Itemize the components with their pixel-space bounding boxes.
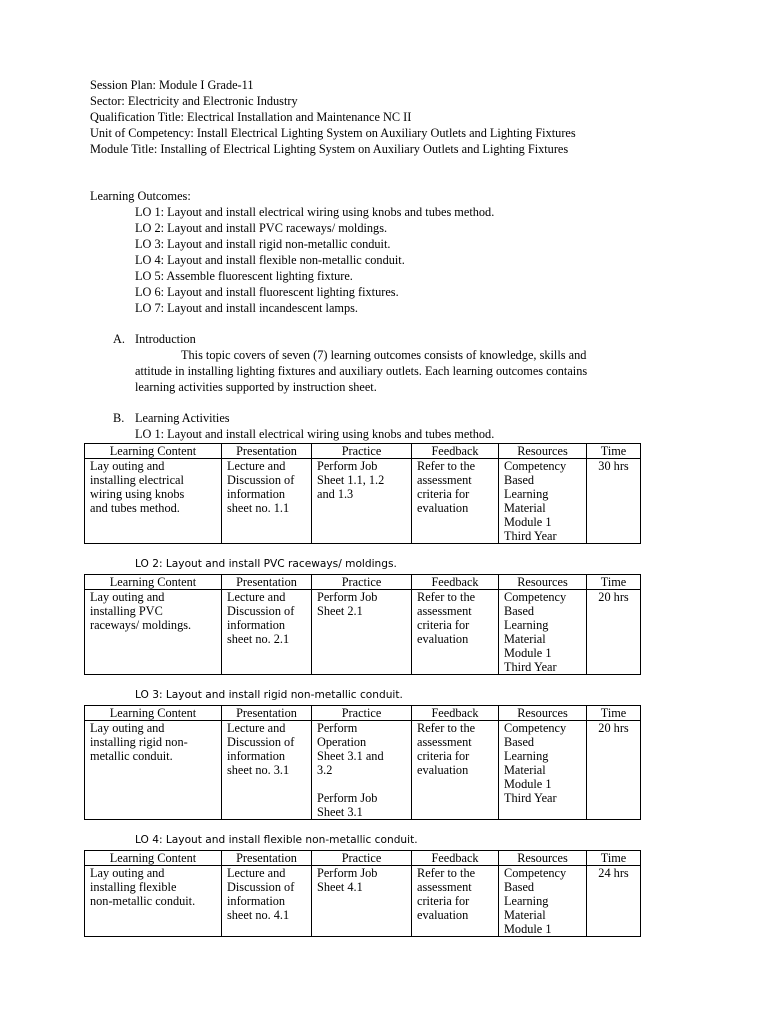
col-feedback: Feedback	[412, 444, 499, 459]
cell-feedback: Refer to the assessment criteria for evaluation	[412, 459, 499, 544]
col-presentation: Presentation	[222, 706, 312, 721]
introduction-heading: Introduction	[135, 332, 196, 346]
cell-content: Lay outing and installing rigid non- metallic conduit.	[85, 721, 222, 820]
cell-resources: Competency Based Learning Material Module 1 Third Year	[499, 590, 587, 675]
cell-feedback: Refer to the assessment criteria for evaluation	[412, 721, 499, 820]
col-time: Time	[587, 851, 641, 866]
col-resources: Resources	[499, 851, 587, 866]
outcome-item: LO 5: Assemble fluorescent lighting fixture.	[135, 269, 353, 283]
cell-content: Lay outing and installing electrical wiring using knobs and tubes method.	[85, 459, 222, 544]
qualification-line: Qualification Title: Electrical Installation and Maintenance NC II	[90, 110, 412, 124]
session-plan-title: Session Plan: Module I Grade-11	[90, 78, 254, 92]
cell-presentation: Lecture and Discussion of information sheet no. 4.1	[222, 866, 312, 937]
cell-practice: Perform Operation Sheet 3.1 and 3.2 Perform Job Sheet 3.1	[312, 721, 412, 820]
lo3-title: LO 3: Layout and install rigid non-metallic conduit.	[135, 689, 403, 701]
col-learning-content: Learning Content	[85, 444, 222, 459]
cell-practice: Perform Job Sheet 4.1	[312, 866, 412, 937]
col-presentation: Presentation	[222, 575, 312, 590]
outcome-item: LO 1: Layout and install electrical wiring using knobs and tubes method.	[135, 205, 495, 219]
col-practice: Practice	[312, 851, 412, 866]
col-feedback: Feedback	[412, 851, 499, 866]
col-practice: Practice	[312, 444, 412, 459]
cell-resources: Competency Based Learning Material Module 1 Third Year	[499, 721, 587, 820]
col-time: Time	[587, 444, 641, 459]
cell-presentation: Lecture and Discussion of information sheet no. 2.1	[222, 590, 312, 675]
introduction-text-line: This topic covers of seven (7) learning outcomes consists of knowledge, skills and	[181, 348, 587, 362]
module-line: Module Title: Installing of Electrical Lighting System on Auxiliary Outlets and Lighting Fixtures	[90, 142, 569, 156]
col-feedback: Feedback	[412, 706, 499, 721]
col-presentation: Presentation	[222, 444, 312, 459]
activities-heading: Learning Activities	[135, 411, 230, 425]
col-time: Time	[587, 575, 641, 590]
introduction-text-line: attitude in installing lighting fixtures and auxiliary outlets. Each learning outcomes contains	[135, 364, 588, 378]
col-resources: Resources	[499, 706, 587, 721]
table-row	[85, 721, 641, 820]
col-time: Time	[587, 706, 641, 721]
lo4-title: LO 4: Layout and install flexible non-metallic conduit.	[135, 834, 418, 846]
lo2-table	[84, 574, 641, 675]
activities-marker: B.	[113, 411, 125, 425]
sector-line: Sector: Electricity and Electronic Industry	[90, 94, 298, 108]
col-learning-content: Learning Content	[85, 851, 222, 866]
col-feedback: Feedback	[412, 575, 499, 590]
cell-resources: Competency Based Learning Material Module 1 Third Year	[499, 459, 587, 544]
cell-presentation: Lecture and Discussion of information sheet no. 3.1	[222, 721, 312, 820]
outcome-item: LO 7: Layout and install incandescent lamps.	[135, 301, 358, 315]
cell-presentation: Lecture and Discussion of information sheet no. 1.1	[222, 459, 312, 544]
lo1-title: LO 1: Layout and install electrical wiring using knobs and tubes method.	[135, 427, 495, 441]
learning-outcomes-heading: Learning Outcomes:	[90, 189, 191, 203]
lo4-table	[84, 850, 641, 937]
cell-time: 20 hrs	[587, 721, 641, 820]
col-learning-content: Learning Content	[85, 706, 222, 721]
cell-feedback: Refer to the assessment criteria for evaluation	[412, 866, 499, 937]
outcome-item: LO 6: Layout and install fluorescent lighting fixtures.	[135, 285, 399, 299]
cell-practice: Perform Job Sheet 2.1	[312, 590, 412, 675]
table-row	[85, 866, 641, 937]
introduction-text-line: learning activities supported by instruction sheet.	[135, 380, 377, 394]
outcome-item: LO 2: Layout and install PVC raceways/ moldings.	[135, 221, 388, 235]
lo3-table	[84, 705, 641, 820]
col-resources: Resources	[499, 575, 587, 590]
col-presentation: Presentation	[222, 851, 312, 866]
cell-content: Lay outing and installing flexible non-metallic conduit.	[85, 866, 222, 937]
lo1-table	[84, 443, 641, 544]
outcome-item: LO 4: Layout and install flexible non-metallic conduit.	[135, 253, 405, 267]
col-practice: Practice	[312, 575, 412, 590]
table-row	[85, 459, 641, 544]
unit-line: Unit of Competency: Install Electrical Lighting System on Auxiliary Outlets and Lighting Fixtures	[90, 126, 576, 140]
cell-practice: Perform Job Sheet 1.1, 1.2 and 1.3	[312, 459, 412, 544]
col-learning-content: Learning Content	[85, 575, 222, 590]
lo2-title: LO 2: Layout and install PVC raceways/ moldings.	[135, 558, 397, 570]
cell-resources: Competency Based Learning Material Module 1	[499, 866, 587, 937]
outcome-item: LO 3: Layout and install rigid non-metallic conduit.	[135, 237, 391, 251]
cell-time: 24 hrs	[587, 866, 641, 937]
col-resources: Resources	[499, 444, 587, 459]
col-practice: Practice	[312, 706, 412, 721]
table-row	[85, 590, 641, 675]
cell-time: 30 hrs	[587, 459, 641, 544]
cell-time: 20 hrs	[587, 590, 641, 675]
introduction-marker: A.	[113, 332, 125, 346]
cell-content: Lay outing and installing PVC raceways/ moldings.	[85, 590, 222, 675]
cell-feedback: Refer to the assessment criteria for evaluation	[412, 590, 499, 675]
